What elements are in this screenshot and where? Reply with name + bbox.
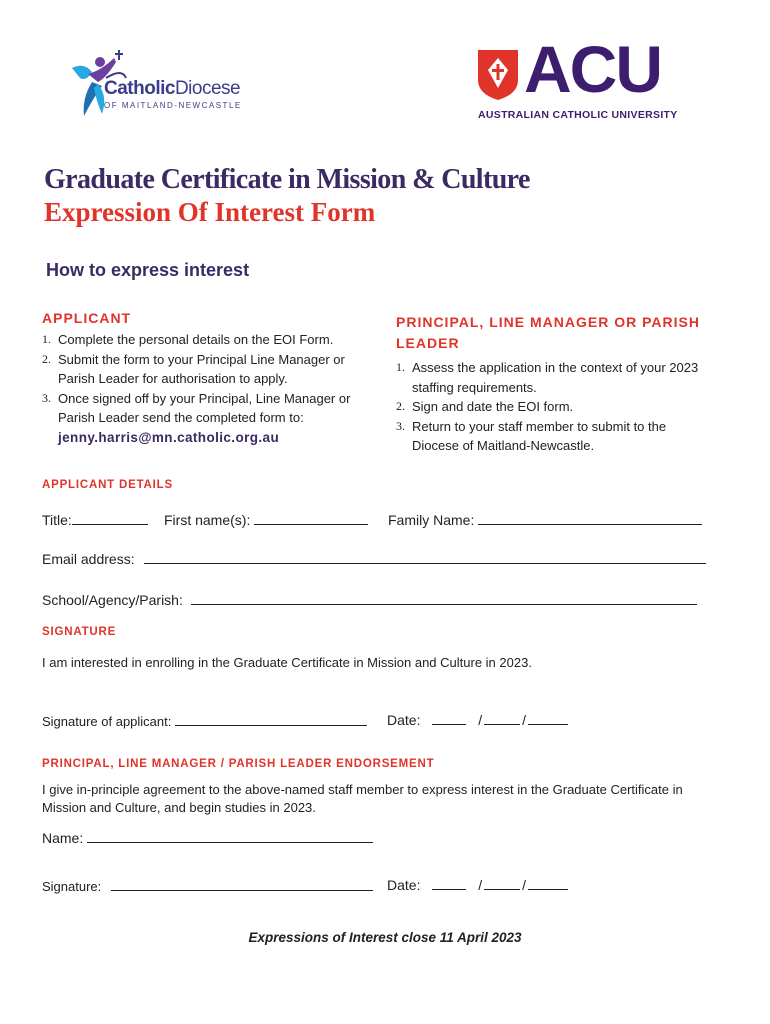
email-row <box>42 549 706 567</box>
endorser-date-day-field[interactable] <box>432 875 466 890</box>
applicant-signature-field[interactable] <box>175 711 367 726</box>
school-label: School/Agency/Parish: <box>42 592 183 608</box>
list-item: 3. Return to your staff member to submit to the Diocese of Maitland-Newcastle. <box>396 418 667 453</box>
family-name-row <box>388 510 702 528</box>
endorsement-statement: I give in-principle agreement to the above-named staff member to express interest in the Graduate Certificate in Mission and Culture, and begin studies in 2023. <box>42 782 683 815</box>
list-item: 1. Complete the personal details on the EOI Form. <box>42 332 334 347</box>
endorser-date-month-field[interactable] <box>484 875 520 890</box>
first-name-field[interactable] <box>254 510 368 525</box>
school-row <box>42 590 697 608</box>
family-name-field[interactable] <box>478 510 702 525</box>
applicant-details-heading: APPLICANT DETAILS <box>42 479 173 491</box>
first-name-row <box>164 510 368 528</box>
applicant-date-day-field[interactable] <box>432 710 466 725</box>
signature-statement: I am interested in enrolling in the Graduate Certificate in Mission and Culture in 2023. <box>42 655 532 670</box>
list-item: 2. Submit the form to your Principal Line Manager or Parish Leader for authorisation to apply. <box>42 351 345 386</box>
title-label: Title: <box>42 512 72 528</box>
list-item: 3. Once signed off by your Principal, Line Manager or Parish Leader send the completed form to: <box>42 390 351 425</box>
applicant-signature-row <box>42 711 367 729</box>
deadline-note: Expressions of Interest close 11 April 2023 <box>248 930 522 945</box>
endorser-date-label: Date: <box>387 877 421 893</box>
principal-instructions <box>396 312 716 456</box>
applicant-date-year-field[interactable] <box>528 710 568 725</box>
applicant-instructions <box>42 310 372 445</box>
endorser-signature-field[interactable] <box>111 876 373 891</box>
page-title: Graduate Certificate in Mission & Culture <box>44 164 530 195</box>
applicant-steps <box>42 330 372 428</box>
title-field-row <box>42 510 148 528</box>
list-item: 2. Sign and date the EOI form. <box>396 399 574 414</box>
endorser-date-row: Date: / / <box>387 875 568 893</box>
endorser-name-row <box>42 828 373 846</box>
diocese-logo-text: CatholicDiocese <box>104 78 241 99</box>
applicant-date-month-field[interactable] <box>484 710 520 725</box>
diocese-logo-subtext: OF MAITLAND-NEWCASTLE <box>104 101 242 110</box>
acu-shield-icon <box>478 50 518 100</box>
endorser-name-label: Name: <box>42 830 84 846</box>
family-name-label: Family Name: <box>388 512 475 528</box>
page-subtitle: Expression Of Interest Form <box>44 197 376 227</box>
applicant-date-row: Date: / / <box>387 710 568 728</box>
contact-email-link[interactable]: jenny.harris@mn.catholic.org.au <box>58 429 280 445</box>
principal-heading: PRINCIPAL, LINE MANAGER OR PARISH LEADER <box>396 314 700 351</box>
email-field[interactable] <box>144 549 706 564</box>
endorser-signature-row <box>42 876 373 894</box>
endorser-signature-label: Signature: <box>42 879 102 894</box>
how-to-heading: How to express interest <box>46 260 250 280</box>
acu-logo-subtext: AUSTRALIAN CATHOLIC UNIVERSITY <box>478 109 678 121</box>
signature-heading: SIGNATURE <box>42 626 117 638</box>
email-label: Email address: <box>42 551 135 567</box>
school-field[interactable] <box>191 590 697 605</box>
applicant-heading: APPLICANT <box>42 310 132 326</box>
endorser-name-field[interactable] <box>87 828 373 843</box>
endorser-date-year-field[interactable] <box>528 875 568 890</box>
first-name-label: First name(s): <box>164 512 251 528</box>
principal-steps <box>396 358 716 456</box>
applicant-date-label: Date: <box>387 712 421 728</box>
acu-logo-text: ACU <box>524 32 661 106</box>
endorsement-heading: PRINCIPAL, LINE MANAGER / PARISH LEADER ENDORSEMENT <box>42 758 435 770</box>
applicant-signature-label: Signature of applicant: <box>42 714 172 729</box>
list-item: 1. Assess the application in the context of your 2023 staffing requirements. <box>396 360 699 395</box>
title-field[interactable] <box>72 510 148 525</box>
